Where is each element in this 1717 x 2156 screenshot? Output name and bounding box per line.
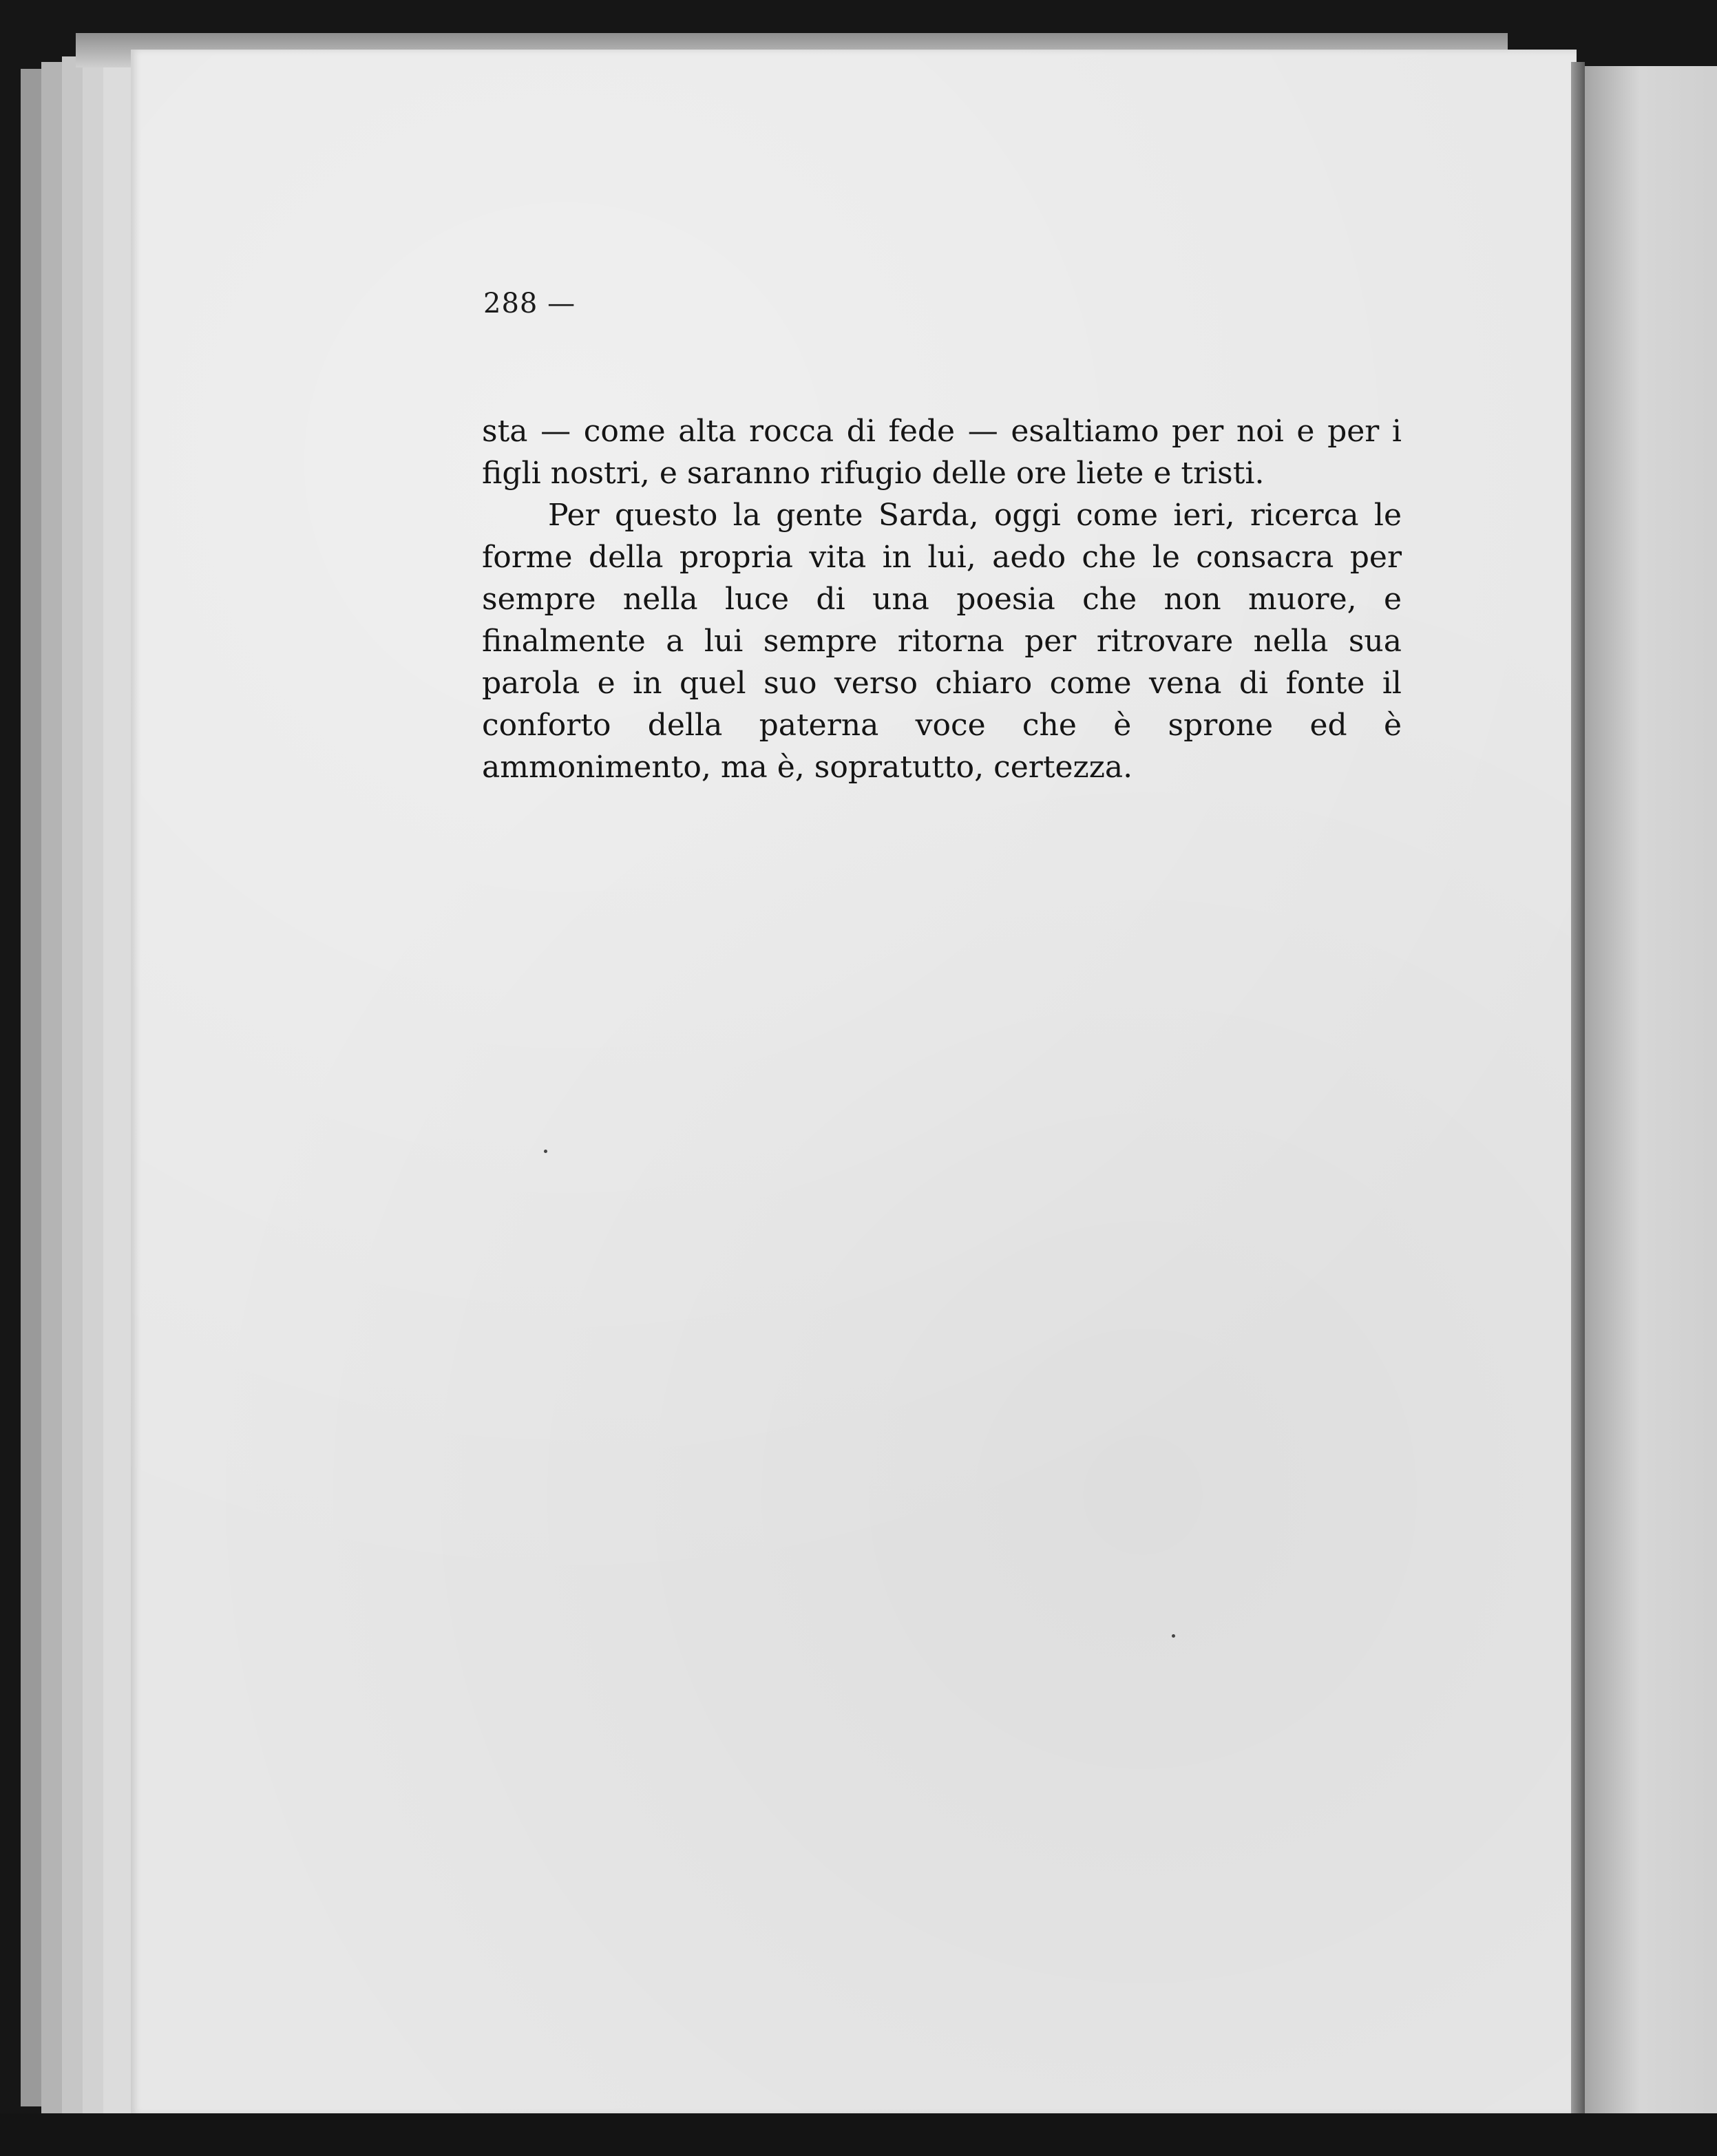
book-gutter — [1571, 62, 1585, 2113]
book-page — [131, 50, 1577, 2115]
paragraph-continuation: sta — come alta rocca di fede — esaltiamo per noi e per i figli nostri, e saranno rifugio delle ore liete e tristi. — [482, 414, 1402, 491]
scan-background — [0, 2113, 1717, 2156]
paper-speck — [1172, 1634, 1175, 1638]
body-text — [482, 410, 1402, 788]
paragraph: Per questo la gente Sarda, oggi come ieri, ricerca le forme della propria vita in lui, aedo che le consacra per sempre nella luce di una poesia che non muore, e finalmente a lui sempre ritorna per ritrovare nella sua parola e in quel suo verso chiaro come vena di fonte il conforto della paterna voce che è sprone ed è ammonimento, ma è, sopratutto, certezza. — [482, 498, 1402, 785]
facing-page — [1585, 66, 1717, 2114]
page-number-header: 288 — — [483, 288, 576, 319]
paper-speck — [544, 1150, 547, 1153]
